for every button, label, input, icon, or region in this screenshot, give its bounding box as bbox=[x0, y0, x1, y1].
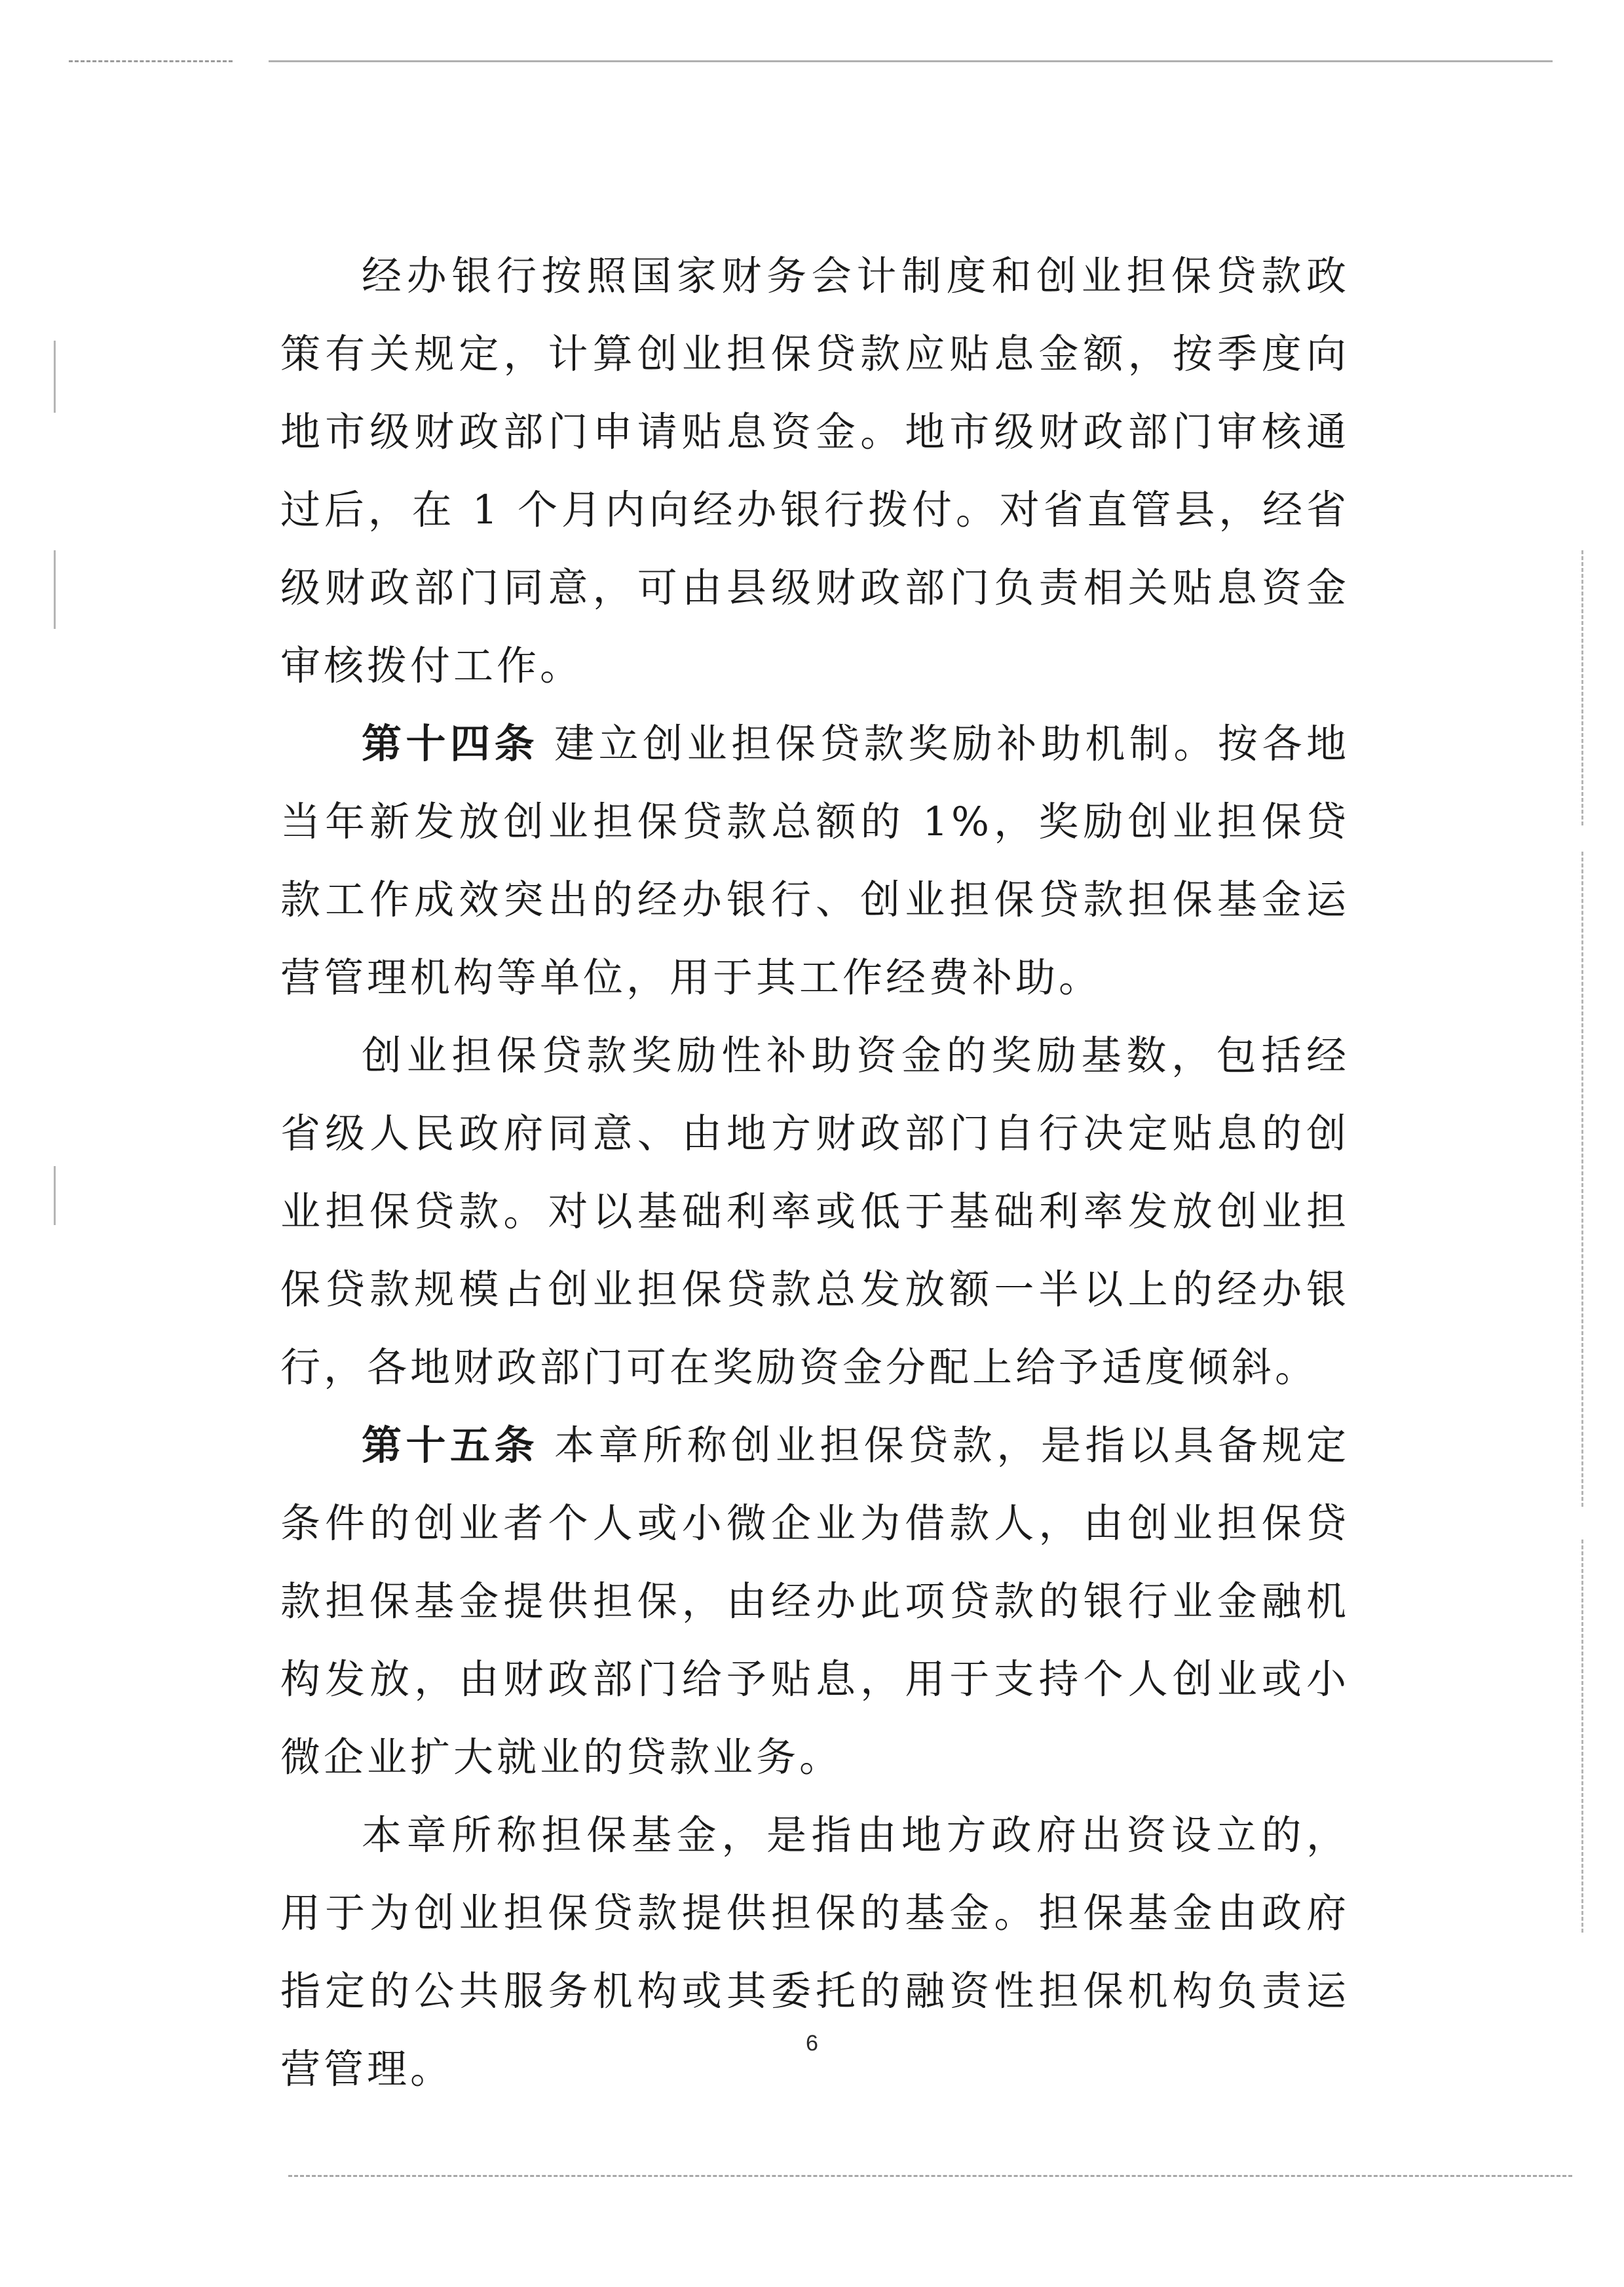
page-number: 6 bbox=[806, 2031, 818, 2056]
scan-edge-mark bbox=[1581, 550, 1583, 825]
header-rule bbox=[269, 60, 1553, 62]
scan-edge-mark bbox=[1581, 1540, 1583, 1933]
article-14-heading: 第十四条 bbox=[362, 721, 539, 767]
paragraph-4-text: 本章所称创业担保贷款，是指以具备规定条件的创业者个人或小微企业为借款人，由创业担保贷款担保基金提供担保，由经办此项贷款的银行业金融机构发放，由财政部门给予贴息，用于支持个人创业或小微企业扩大就业的贷款业务。 bbox=[280, 1422, 1350, 1781]
paragraph-4-article-15 bbox=[280, 1407, 1350, 1796]
article-15-heading: 第十五条 bbox=[362, 1422, 539, 1469]
paragraph-2-article-14 bbox=[280, 705, 1350, 1017]
scan-edge-mark bbox=[54, 341, 56, 413]
paragraph-5-text: 本章所称担保基金，是指由地方政府出资设立的，用于为创业担保贷款提供担保的基金。担保基金由政府指定的公共服务机构或其委托的融资性担保机构负责运营管理。 bbox=[280, 1812, 1350, 2092]
paragraph-2-text: 建立创业担保贷款奖励补助机制。按各地当年新发放创业担保贷款总额的 1%，奖励创业担保贷款工作成效突出的经办银行、创业担保贷款担保基金运营管理机构等单位，用于其工作经费补助。 bbox=[280, 721, 1350, 1001]
scan-edge-mark bbox=[54, 1166, 56, 1225]
paragraph-3-text: 创业担保贷款奖励性补助资金的奖励基数，包括经省级人民政府同意、由地方财政部门自行决定贴息的创业担保贷款。对以基础利率或低于基础利率发放创业担保贷款规模占创业担保贷款总发放额一半以上的经办银行，各地财政部门可在奖励资金分配上给予适度倾斜。 bbox=[280, 1032, 1350, 1391]
scan-edge-mark bbox=[1581, 852, 1583, 1507]
paragraph-1 bbox=[280, 237, 1350, 705]
scan-edge-line-top-left bbox=[69, 60, 233, 62]
scan-edge-mark bbox=[54, 550, 56, 629]
paragraph-5 bbox=[280, 1796, 1350, 2108]
paragraph-1-text: 经办银行按照国家财务会计制度和创业担保贷款政策有关规定，计算创业担保贷款应贴息金额，按季度向地市级财政部门申请贴息资金。地市级财政部门审核通过后，在 1 个月内向经办银行拨付。对省直管县，经省级财政部门同意，可由县级财政部门负责相关贴息资金审核拨付工作。 bbox=[280, 253, 1350, 689]
footer-rule bbox=[288, 2175, 1572, 2177]
document-body bbox=[280, 237, 1350, 2108]
paragraph-3 bbox=[280, 1017, 1350, 1407]
